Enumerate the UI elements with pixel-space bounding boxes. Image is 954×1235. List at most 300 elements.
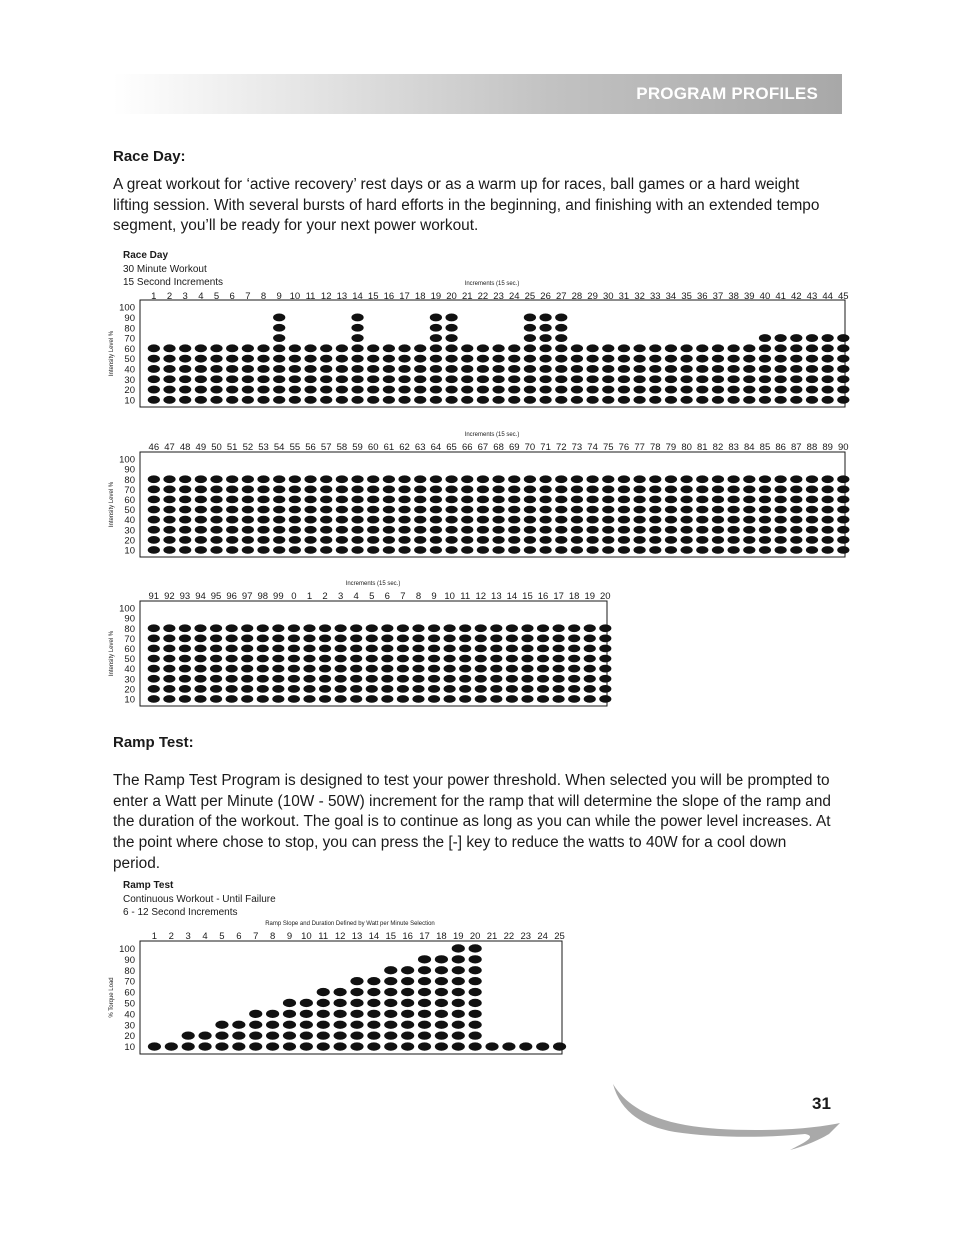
intensity-dot: [743, 355, 755, 363]
intensity-dot: [806, 546, 818, 554]
intensity-dot: [665, 396, 677, 404]
intensity-dot: [320, 386, 332, 394]
y-tick-label: 10: [124, 1042, 135, 1054]
intensity-dot: [633, 355, 645, 363]
x-tick-label: 25: [554, 931, 565, 942]
x-tick-label: 17: [419, 931, 430, 942]
intensity-dot: [288, 624, 300, 632]
x-tick-label: 91: [148, 591, 160, 602]
intensity-dot: [521, 624, 533, 632]
intensity-dot: [790, 496, 802, 504]
intensity-dot: [210, 645, 222, 653]
y-tick-label: 40: [124, 664, 135, 676]
intensity-dot: [366, 635, 378, 643]
intensity-dot: [461, 536, 473, 544]
intensity-dot: [179, 506, 191, 514]
intensity-dot: [300, 1032, 313, 1040]
intensity-dot: [210, 526, 222, 534]
x-tick-label: 27: [555, 291, 567, 302]
intensity-dot: [241, 624, 253, 632]
intensity-dot: [350, 1032, 363, 1040]
intensity-dot: [696, 386, 708, 394]
intensity-dot: [435, 1032, 448, 1040]
intensity-dot: [398, 375, 410, 383]
x-tick-label: 45: [838, 291, 849, 302]
intensity-dot: [790, 334, 802, 342]
intensity-dot: [712, 486, 724, 494]
x-tick-label: 20: [446, 291, 457, 302]
intensity-dot: [319, 624, 331, 632]
y-tick-label: 100: [119, 943, 135, 955]
intensity-dot: [303, 665, 315, 673]
intensity-dot: [521, 685, 533, 693]
intensity-dot: [492, 546, 504, 554]
intensity-dot: [289, 546, 301, 554]
intensity-dot: [179, 396, 191, 404]
intensity-dot: [266, 1042, 279, 1050]
ramp-test-chart-subtitle: Continuous Workout - Until Failure: [123, 893, 276, 905]
intensity-dot: [775, 375, 787, 383]
intensity-dot: [412, 675, 424, 683]
intensity-dot: [696, 375, 708, 383]
intensity-dot: [696, 506, 708, 514]
intensity-dot: [461, 386, 473, 394]
intensity-dot: [553, 685, 565, 693]
intensity-dot: [350, 999, 363, 1007]
intensity-dot: [320, 486, 332, 494]
intensity-dot: [381, 655, 393, 663]
intensity-dot: [806, 516, 818, 524]
intensity-dot: [584, 635, 596, 643]
intensity-dot: [521, 645, 533, 653]
intensity-dot: [728, 344, 740, 352]
y-tick-label: 20: [124, 535, 135, 547]
intensity-dot: [317, 988, 330, 996]
intensity-dot: [490, 665, 502, 673]
intensity-dot: [649, 546, 661, 554]
intensity-dot: [475, 645, 487, 653]
intensity-dot: [571, 536, 583, 544]
y-tick-label: 70: [124, 484, 135, 496]
intensity-dot: [336, 546, 348, 554]
intensity-dot: [273, 344, 285, 352]
x-tick-label: 13: [491, 591, 502, 602]
intensity-dot: [179, 344, 191, 352]
intensity-dot: [320, 396, 332, 404]
x-tick-label: 65: [446, 442, 457, 453]
intensity-dot: [461, 486, 473, 494]
x-tick-label: 33: [649, 291, 661, 302]
x-tick-label: 99: [273, 591, 284, 602]
intensity-dot: [477, 375, 489, 383]
intensity-dot: [759, 506, 771, 514]
x-tick-label: 14: [352, 291, 363, 302]
intensity-dot: [195, 344, 207, 352]
intensity-dot: [521, 665, 533, 673]
intensity-dot: [822, 365, 834, 373]
ramp-test-chart-title: Ramp Test: [123, 880, 174, 891]
intensity-dot: [649, 526, 661, 534]
intensity-dot: [586, 526, 598, 534]
intensity-dot: [665, 506, 677, 514]
intensity-dot: [790, 516, 802, 524]
x-tick-label: 88: [806, 442, 818, 453]
intensity-dot: [728, 496, 740, 504]
intensity-dot: [367, 386, 379, 394]
intensity-dot: [571, 486, 583, 494]
intensity-dot: [414, 375, 426, 383]
intensity-dot: [418, 1010, 431, 1018]
intensity-dot: [335, 655, 347, 663]
intensity-dot: [273, 314, 285, 322]
intensity-dot: [461, 365, 473, 373]
intensity-dot: [618, 375, 630, 383]
intensity-dot: [249, 1010, 262, 1018]
intensity-dot: [599, 695, 611, 703]
intensity-dot: [148, 355, 160, 363]
x-tick-label: 53: [258, 442, 269, 453]
x-tick-label: 75: [602, 442, 614, 453]
intensity-dot: [179, 475, 191, 483]
intensity-dot: [241, 655, 253, 663]
intensity-dot: [445, 475, 457, 483]
intensity-dot: [837, 344, 849, 352]
intensity-dot: [273, 486, 285, 494]
intensity-dot: [210, 396, 222, 404]
intensity-dot: [226, 655, 238, 663]
intensity-dot: [537, 624, 549, 632]
intensity-dot: [790, 355, 802, 363]
x-tick-label: 43: [806, 291, 818, 302]
intensity-dot: [728, 526, 740, 534]
intensity-dot: [257, 475, 269, 483]
intensity-dot: [586, 496, 598, 504]
intensity-dot: [226, 496, 238, 504]
x-tick-label: 17: [553, 591, 564, 602]
intensity-dot: [524, 396, 536, 404]
intensity-dot: [334, 1021, 347, 1029]
x-tick-label: 22: [477, 291, 489, 302]
intensity-dot: [837, 496, 849, 504]
intensity-dot: [539, 486, 551, 494]
intensity-dot: [555, 536, 567, 544]
intensity-dot: [508, 516, 520, 524]
intensity-dot: [519, 1042, 532, 1050]
intensity-dot: [571, 526, 583, 534]
intensity-dot: [428, 635, 440, 643]
intensity-dot: [367, 486, 379, 494]
intensity-dot: [806, 496, 818, 504]
intensity-dot: [289, 365, 301, 373]
y-tick-label: 30: [124, 374, 135, 386]
intensity-dot: [790, 475, 802, 483]
intensity-dot: [444, 685, 456, 693]
intensity-dot: [148, 496, 160, 504]
intensity-dot: [837, 334, 849, 342]
intensity-dot: [553, 645, 565, 653]
intensity-dot: [210, 516, 222, 524]
intensity-dot: [599, 675, 611, 683]
intensity-dot: [508, 526, 520, 534]
intensity-dot: [366, 655, 378, 663]
intensity-dot: [350, 685, 362, 693]
x-tick-label: 3: [182, 291, 188, 302]
intensity-dot: [477, 365, 489, 373]
intensity-dot: [506, 645, 518, 653]
intensity-dot: [351, 486, 363, 494]
intensity-dot: [163, 526, 175, 534]
intensity-dot: [335, 695, 347, 703]
intensity-dot: [452, 999, 465, 1007]
intensity-dot: [822, 396, 834, 404]
intensity-dot: [539, 344, 551, 352]
x-tick-label: 13: [336, 291, 348, 302]
intensity-dot: [319, 645, 331, 653]
intensity-dot: [194, 695, 206, 703]
intensity-dot: [303, 695, 315, 703]
intensity-dot: [304, 355, 316, 363]
intensity-dot: [163, 685, 175, 693]
intensity-dot: [195, 486, 207, 494]
intensity-dot: [696, 546, 708, 554]
x-tick-label: 32: [634, 291, 645, 302]
intensity-dot: [444, 675, 456, 683]
intensity-dot: [728, 355, 740, 363]
intensity-dot: [649, 516, 661, 524]
intensity-dot: [303, 685, 315, 693]
intensity-dot: [599, 655, 611, 663]
intensity-dot: [300, 1021, 313, 1029]
intensity-dot: [412, 685, 424, 693]
intensity-dot: [555, 475, 567, 483]
x-tick-label: 64: [430, 442, 442, 453]
intensity-dot: [602, 386, 614, 394]
intensity-dot: [461, 516, 473, 524]
intensity-dot: [618, 516, 630, 524]
intensity-dot: [210, 624, 222, 632]
x-tick-label: 94: [195, 591, 206, 602]
intensity-dot: [806, 506, 818, 514]
intensity-dot: [665, 475, 677, 483]
intensity-dot: [555, 496, 567, 504]
x-tick-label: 55: [289, 442, 301, 453]
intensity-dot: [469, 1021, 482, 1029]
intensity-dot: [148, 665, 160, 673]
intensity-dot: [198, 1032, 211, 1040]
x-tick-label: 6: [384, 591, 390, 602]
intensity-dot: [288, 635, 300, 643]
x-tick-label: 24: [537, 931, 548, 942]
intensity-dot: [633, 506, 645, 514]
intensity-dot: [712, 506, 724, 514]
intensity-dot: [273, 334, 285, 342]
intensity-dot: [283, 1032, 296, 1040]
x-tick-label: 14: [368, 931, 380, 942]
intensity-dot: [366, 665, 378, 673]
x-tick-label: 2: [168, 931, 174, 942]
intensity-dot: [194, 655, 206, 663]
intensity-dot: [430, 344, 442, 352]
intensity-dot: [524, 334, 536, 342]
intensity-dot: [822, 344, 834, 352]
intensity-dot: [586, 365, 598, 373]
intensity-dot: [539, 506, 551, 514]
intensity-dot: [319, 685, 331, 693]
intensity-dot: [430, 365, 442, 373]
intensity-dot: [618, 496, 630, 504]
intensity-dot: [414, 386, 426, 394]
y-tick-label: 30: [124, 525, 135, 537]
x-tick-label: 59: [352, 442, 363, 453]
intensity-dot: [383, 475, 395, 483]
intensity-dot: [148, 1042, 161, 1050]
intensity-dot: [430, 314, 442, 322]
intensity-dot: [539, 475, 551, 483]
intensity-dot: [743, 475, 755, 483]
x-tick-label: 76: [618, 442, 630, 453]
intensity-dot: [226, 365, 238, 373]
intensity-dot: [336, 344, 348, 352]
x-tick-label: 36: [696, 291, 708, 302]
intensity-dot: [459, 645, 471, 653]
intensity-dot: [257, 506, 269, 514]
intensity-dot: [163, 344, 175, 352]
intensity-dot: [350, 665, 362, 673]
x-tick-label: 97: [241, 591, 253, 602]
intensity-dot: [649, 355, 661, 363]
x-tick-label: 28: [571, 291, 583, 302]
intensity-dot: [148, 635, 160, 643]
intensity-dot: [649, 486, 661, 494]
intensity-dot: [553, 655, 565, 663]
y-tick-label: 40: [124, 364, 135, 376]
intensity-dot: [681, 526, 693, 534]
intensity-dot: [273, 324, 285, 332]
intensity-dot: [775, 386, 787, 394]
intensity-dot: [304, 386, 316, 394]
intensity-dot: [179, 536, 191, 544]
intensity-dot: [232, 1032, 245, 1040]
intensity-dot: [759, 546, 771, 554]
intensity-dot: [492, 516, 504, 524]
x-tick-label: 12: [475, 591, 487, 602]
x-tick-label: 42: [791, 291, 802, 302]
intensity-dot: [649, 396, 661, 404]
intensity-dot: [822, 506, 834, 514]
intensity-dot: [148, 536, 160, 544]
x-tick-label: 11: [305, 291, 316, 302]
intensity-dot: [555, 365, 567, 373]
intensity-dot: [418, 999, 431, 1007]
intensity-dot: [586, 475, 598, 483]
intensity-dot: [508, 496, 520, 504]
intensity-dot: [681, 344, 693, 352]
intensity-dot: [571, 365, 583, 373]
intensity-dot: [665, 365, 677, 373]
intensity-dot: [401, 966, 414, 974]
intensity-dot: [226, 506, 238, 514]
y-tick-label: 90: [124, 312, 135, 324]
intensity-dot: [430, 496, 442, 504]
intensity-dot: [163, 536, 175, 544]
intensity-dot: [384, 999, 397, 1007]
x-tick-label: 37: [712, 291, 724, 302]
intensity-dot: [822, 334, 834, 342]
intensity-dot: [336, 516, 348, 524]
x-tick-label: 54: [273, 442, 285, 453]
intensity-dot: [304, 475, 316, 483]
x-tick-label: 5: [219, 931, 225, 942]
intensity-dot: [430, 324, 442, 332]
intensity-dot: [508, 396, 520, 404]
intensity-dot: [257, 344, 269, 352]
intensity-dot: [179, 665, 191, 673]
intensity-dot: [381, 675, 393, 683]
intensity-dot: [435, 1042, 448, 1050]
intensity-dot: [397, 624, 409, 632]
intensity-dot: [165, 1042, 178, 1050]
intensity-dot: [775, 486, 787, 494]
intensity-dot: [283, 1042, 296, 1050]
intensity-dot: [210, 685, 222, 693]
intensity-dot: [602, 355, 614, 363]
intensity-dot: [633, 375, 645, 383]
intensity-dot: [336, 375, 348, 383]
y-tick-label: 20: [124, 1031, 135, 1043]
intensity-dot: [555, 396, 567, 404]
intensity-dot: [461, 506, 473, 514]
intensity-dot: [320, 496, 332, 504]
intensity-dot: [367, 1042, 380, 1050]
intensity-dot: [759, 396, 771, 404]
intensity-dot: [759, 334, 771, 342]
intensity-dot: [696, 396, 708, 404]
intensity-dot: [602, 546, 614, 554]
intensity-dot: [459, 685, 471, 693]
intensity-dot: [418, 1021, 431, 1029]
intensity-dot: [586, 546, 598, 554]
intensity-dot: [539, 355, 551, 363]
intensity-dot: [383, 536, 395, 544]
intensity-dot: [524, 475, 536, 483]
intensity-dot: [273, 475, 285, 483]
intensity-dot: [232, 1021, 245, 1029]
intensity-dot: [266, 1010, 279, 1018]
intensity-dot: [163, 475, 175, 483]
x-tick-label: 85: [759, 442, 771, 453]
intensity-dot: [477, 536, 489, 544]
x-tick-label: 87: [791, 442, 802, 453]
intensity-dot: [837, 536, 849, 544]
intensity-dot: [289, 344, 301, 352]
intensity-dot: [681, 506, 693, 514]
intensity-dot: [524, 314, 536, 322]
intensity-dot: [428, 624, 440, 632]
intensity-dot: [506, 695, 518, 703]
intensity-dot: [584, 645, 596, 653]
intensity-dot: [445, 516, 457, 524]
intensity-dot: [571, 496, 583, 504]
intensity-dot: [163, 496, 175, 504]
intensity-dot: [283, 1010, 296, 1018]
x-tick-label: 12: [334, 931, 346, 942]
x-tick-label: 2: [166, 291, 173, 302]
intensity-dot: [759, 516, 771, 524]
intensity-dot: [428, 645, 440, 653]
intensity-dot: [383, 516, 395, 524]
intensity-dot: [759, 344, 771, 352]
intensity-dot: [317, 1042, 330, 1050]
